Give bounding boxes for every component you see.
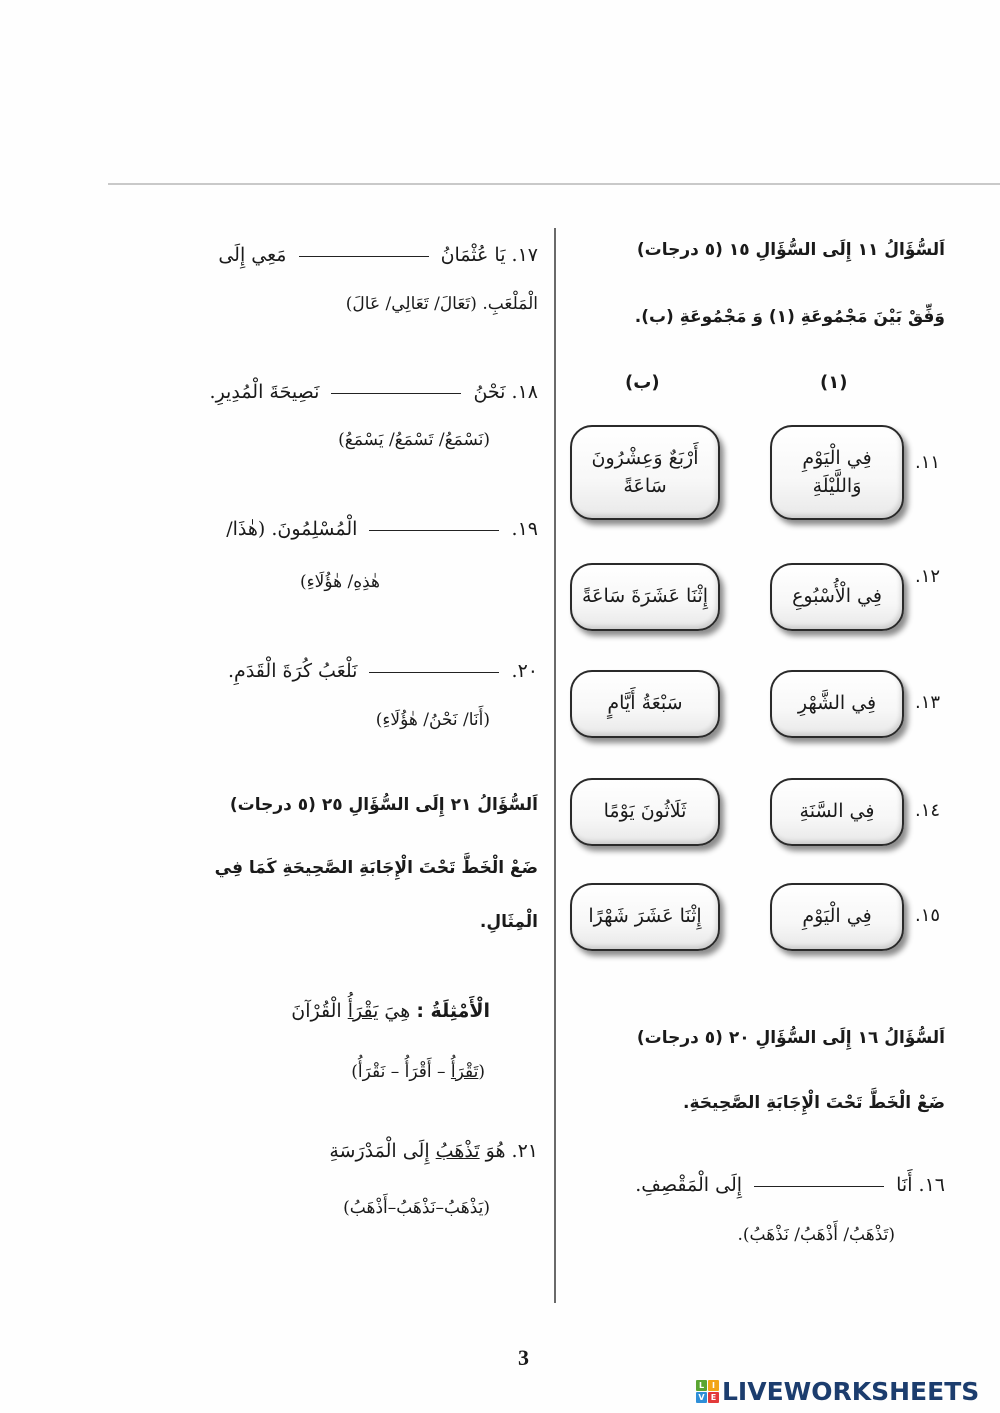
column-divider	[554, 228, 556, 1303]
q18-before: نَحْنُ	[473, 381, 506, 403]
q18-options[interactable]: (نَسْمَعُ/ تَسْمَعُ/ يَسْمَعُ)	[338, 430, 490, 450]
example-opt-rest: – أَقْرَأُ – نَقْرَأُ)	[351, 1062, 451, 1082]
q17-number: ١٧.	[511, 244, 538, 266]
q19-line2[interactable]: هٰذِهِ/ هٰؤُلَاءِ)	[300, 572, 380, 592]
match-b-13[interactable]: سَبْعَةُ أَيَّامٍ	[570, 670, 720, 738]
q16-options[interactable]: (تَذْهَبُ/ أَذْهَبُ/ نَذْهَبُ).	[737, 1225, 895, 1245]
example-opt-underlined: تَقْرَأُ	[450, 1062, 479, 1082]
example-opt-open: (	[478, 1062, 485, 1082]
page-number: 3	[518, 1345, 529, 1370]
q21-post: إِلَى الْمَدْرَسَةِ	[329, 1140, 430, 1162]
example-pre: هِيَ	[384, 1000, 411, 1022]
question-21	[329, 1140, 538, 1162]
q20-blank[interactable]	[369, 671, 499, 673]
match-a-13[interactable]: فِي الشَّهْرِ	[770, 670, 904, 738]
q21-pre: هُوَ	[485, 1140, 506, 1162]
logo-tile-l: L	[696, 1380, 707, 1391]
match-a-11[interactable]: فِي الْيَوْمِ وَاللَّيْلَةِ	[770, 425, 904, 520]
q18-number: ١٨.	[511, 381, 538, 403]
section2-instruction: ضَعْ الْخَطَّ تَحْتَ الْإِجَابَةِ الصَّحِيحَةِ.	[683, 1093, 945, 1113]
q18-after: نَصِيحَةَ الْمُدِيرِ.	[209, 381, 320, 403]
example-label: الْأَمْثِلَةُ :	[416, 1000, 490, 1022]
section3-heading: اَلسُّؤَالُ ٢١ إِلَى السُّؤَالِ ٢٥ (٥ درجات)	[229, 795, 538, 815]
q20-after: نَلْعَبُ كُرَةَ الْقَدَمِ.	[228, 660, 358, 682]
q17-line2[interactable]: الْمَلْعَبِ. (تَعَالَ/ تَعَالِي/ عَالَ)	[345, 294, 538, 314]
q16-after: إِلَى الْمَقْصِفِ.	[635, 1174, 743, 1196]
match-a-15[interactable]: فِي الْيَوْمِ	[770, 883, 904, 951]
q21-underlined: تَذْهَبُ	[435, 1140, 480, 1162]
section1-instruction: وَفِّقْ بَيْنَ مَجْمُوعَةِ (١) وَ مَجْمُوعَةِ (ب).	[634, 307, 945, 327]
question-17	[218, 244, 538, 266]
match-a-12[interactable]: فِي الْأُسْبُوعِ	[770, 563, 904, 631]
q21-options[interactable]: (يَذْهَبُ–نَذْهَبُ–أَذْهَبُ)	[343, 1198, 490, 1218]
q17-before: يَا عُثْمَانُ	[440, 244, 506, 266]
item-number-12: ١٢.	[915, 566, 941, 587]
q20-options[interactable]: (أَنَا/ نَحْنُ/ هٰؤُلَاءِ)	[375, 710, 490, 730]
question-18	[210, 381, 538, 403]
question-20	[228, 660, 538, 682]
item-number-11: ١١.	[915, 452, 941, 473]
section1-heading: اَلسُّؤَالُ ١١ إِلَى السُّؤَالِ ١٥ (٥ درجات)	[636, 240, 945, 260]
q17-after: مَعِي إِلَى	[218, 244, 287, 266]
match-b-11[interactable]: أَرْبَعٌ وَعِشْرُونَ سَاعَةً	[570, 425, 720, 520]
column-b-label: (ب)	[625, 372, 660, 393]
logo-tile-i: I	[708, 1380, 719, 1391]
q19-number: ١٩.	[511, 518, 538, 540]
item-number-14: ١٤.	[915, 800, 941, 821]
column-a-label: (١)	[820, 372, 848, 393]
example-sentence	[291, 1000, 490, 1022]
section2-heading: اَلسُّؤَالُ ١٦ إِلَى السُّؤَالِ ٢٠ (٥ درجات)	[636, 1028, 945, 1048]
question-19	[226, 518, 538, 540]
logo-tiles-icon	[696, 1380, 719, 1403]
section3-instruction-line2: الْمِثَالِ.	[479, 912, 538, 932]
q16-number: ١٦.	[918, 1174, 945, 1196]
q19-blank[interactable]	[369, 529, 499, 531]
match-b-12[interactable]: إِثْنَا عَشَرَةَ سَاعَةً	[570, 563, 720, 631]
example-options	[351, 1062, 485, 1082]
example-post: الْقُرْآنَ	[291, 1000, 342, 1022]
q17-blank[interactable]	[299, 255, 429, 257]
question-16	[635, 1174, 945, 1196]
logo-tile-e: E	[708, 1392, 719, 1403]
q20-number: ٢٠.	[511, 660, 538, 682]
q19-after: الْمُسْلِمُونَ. (هٰذَا/	[226, 518, 358, 540]
q18-blank[interactable]	[331, 392, 461, 394]
logo-tile-v: V	[696, 1392, 707, 1403]
top-divider	[108, 183, 1000, 185]
logo-text: LIVEWORKSHEETS	[722, 1377, 980, 1406]
q16-before: أَنَا	[896, 1174, 913, 1196]
liveworksheets-logo[interactable]	[696, 1377, 979, 1406]
example-underlined: يَقْرَأُ	[347, 1000, 379, 1022]
item-number-15: ١٥.	[915, 905, 941, 926]
q21-number: ٢١.	[511, 1140, 538, 1162]
item-number-13: ١٣.	[915, 692, 941, 713]
match-b-15[interactable]: إِثْنَا عَشَرَ شَهْرًا	[570, 883, 720, 951]
match-a-14[interactable]: فِي السَّنَةِ	[770, 778, 904, 846]
match-b-14[interactable]: ثَلَاثُونَ يَوْمًا	[570, 778, 720, 846]
section3-instruction-line1: ضَعْ الْخَطَّ تَحْتَ الْإِجَابَةِ الصَّحِيحَةِ كَمَا فِي	[214, 858, 538, 878]
q16-blank[interactable]	[754, 1185, 884, 1187]
